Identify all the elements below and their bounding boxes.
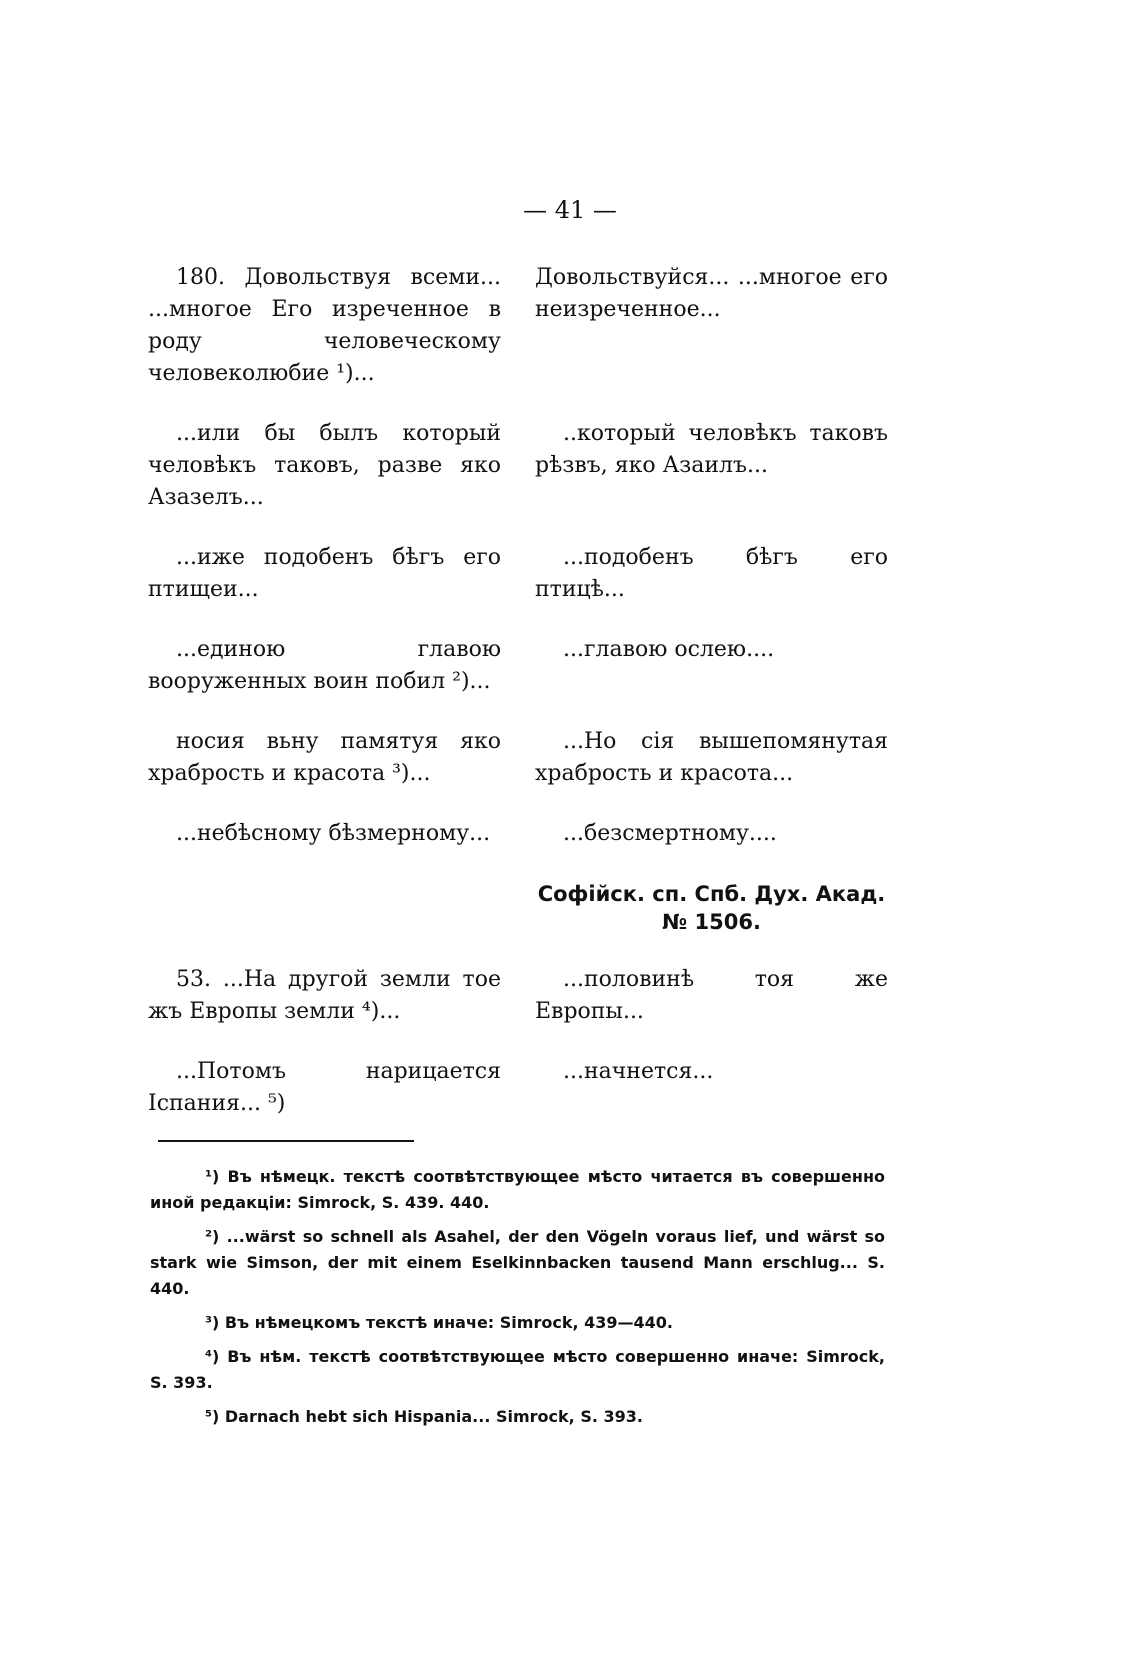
right-column-text: ..который человѣкъ таковъ рѣзвъ, яко Азаилъ...	[535, 421, 888, 478]
text-row	[148, 418, 888, 514]
text-row	[148, 262, 888, 390]
left-column-text: ...Потомъ нарицается Іспания... ⁵)	[148, 1059, 501, 1116]
right-column-text: ...главою ослею....	[563, 637, 775, 662]
left-column-text: ...единою главою вооруженных воин побил ²)...	[148, 637, 501, 694]
right-column-text: ...подобенъ бѣгъ его птицѣ...	[535, 545, 888, 602]
text-row	[148, 818, 888, 850]
parallel-text-columns	[148, 262, 888, 1120]
footnote-2: ²) ...wärst so schnell als Asahel, der den Vögeln voraus lief, und wärst so stark wie Simson, der mit einem Eselkinnbacken tausend Mann erschlug... S. 440.	[150, 1227, 885, 1298]
right-column-text: ...половинѣ тоя же Европы...	[535, 967, 888, 1024]
right-column-text: Довольствуйся... ...многое его неизреченное...	[535, 265, 888, 322]
footnote-divider	[158, 1140, 414, 1142]
left-column-text: 180. Довольствуя всеми... ...многое Его изреченное в роду человеческому человеколюбие ¹)...	[148, 265, 501, 386]
manuscript-heading-line2: № 1506.	[661, 910, 761, 934]
footnote-1: ¹) Въ нѣмецк. текстѣ соотвѣтствующее мѣсто читается въ совершенно иной редакціи: Simrock, S. 439. 440.	[150, 1167, 885, 1212]
left-column-text: ...небѣсному бѣзмерному...	[176, 821, 491, 846]
left-column-empty	[148, 880, 501, 936]
left-column-text: носия вьну памятуя яко храбрость и красота ³)...	[148, 729, 501, 786]
text-row	[148, 542, 888, 606]
text-row	[148, 1056, 888, 1120]
left-column-text: 53. ...На другой земли тое жъ Европы земли ⁴)...	[148, 967, 501, 1024]
footnote-3: ³) Въ нѣмецкомъ текстѣ иначе: Simrock, 439—440.	[205, 1313, 673, 1332]
text-row	[148, 634, 888, 698]
text-row	[148, 726, 888, 790]
heading-row	[148, 880, 888, 936]
manuscript-heading	[535, 880, 888, 936]
right-column-text: ...Но сія вышепомянутая храбрость и красота...	[535, 729, 888, 786]
right-column-text: ...безсмертному....	[563, 821, 777, 846]
footnotes	[150, 1164, 885, 1438]
page-number: — 41 —	[523, 196, 617, 224]
footnote-5: ⁵) Darnach hebt sich Hispania... Simrock, S. 393.	[205, 1407, 643, 1426]
manuscript-heading-line1: Софійск. сп. Спб. Дух. Акад.	[537, 882, 886, 906]
left-column-text: ...иже подобенъ бѣгъ его птищеи...	[148, 545, 501, 602]
left-column-text: ...или бы былъ который человѣкъ таковъ, разве яко Азазелъ...	[148, 421, 501, 510]
footnote-4: ⁴) Въ нѣм. текстѣ соотвѣтствующее мѣсто совершенно иначе: Simrock, S. 393.	[150, 1347, 885, 1392]
text-row	[148, 964, 888, 1028]
right-column-text: ...начнется...	[563, 1059, 714, 1084]
